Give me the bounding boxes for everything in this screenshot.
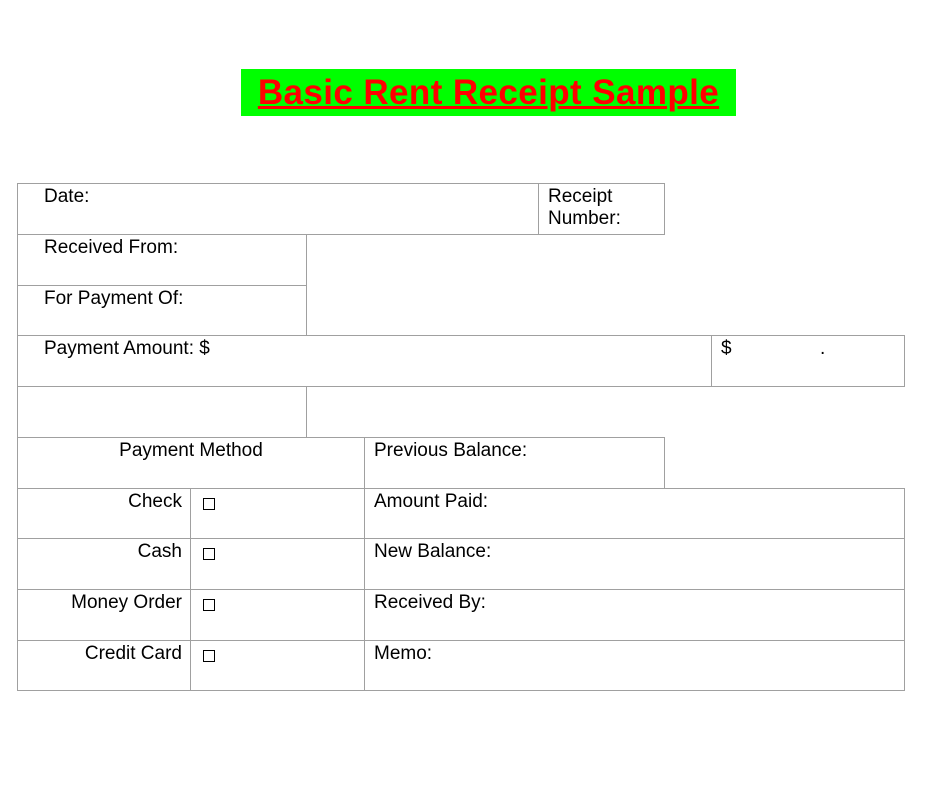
method-credit-card-label: Credit Card	[84, 643, 182, 664]
payment-amount-label: Payment Amount: $	[44, 338, 210, 359]
method-credit-card-label-cell	[17, 640, 191, 691]
method-money-order-label: Money Order	[71, 592, 182, 613]
money-order-checkbox[interactable]	[203, 599, 215, 611]
new-balance-cell	[364, 538, 905, 590]
received-by-cell	[364, 589, 905, 641]
new-balance-label: New Balance:	[374, 541, 492, 562]
received-from-label: Received From:	[44, 237, 179, 258]
amount-value-cell	[711, 335, 905, 387]
receipt-number-label-line2: Number:	[548, 208, 621, 229]
cash-checkbox[interactable]	[203, 548, 215, 560]
amount-paid-cell	[364, 488, 905, 539]
method-cash-box-cell	[190, 538, 365, 590]
memo-cell	[364, 640, 905, 691]
received-from-cell	[17, 234, 307, 286]
receipt-number-label-line1: Receipt	[548, 186, 613, 207]
payment-amount-cell	[17, 335, 712, 387]
receipt-number-cell	[538, 183, 665, 235]
memo-label: Memo:	[374, 643, 433, 664]
method-cash-label: Cash	[137, 541, 182, 562]
date-cell	[17, 183, 539, 235]
method-check-label-cell	[17, 488, 191, 539]
previous-balance-label: Previous Balance:	[374, 440, 528, 461]
for-payment-of-cell	[17, 285, 307, 336]
credit-card-checkbox[interactable]	[203, 650, 215, 662]
amount-paid-label: Amount Paid:	[374, 491, 489, 512]
date-label: Date:	[44, 186, 90, 207]
blank-cell	[17, 386, 307, 438]
method-money-order-box-cell	[190, 589, 365, 641]
previous-balance-cell	[364, 437, 665, 489]
received-by-label: Received By:	[374, 592, 486, 613]
amount-dollar-sign: $	[721, 338, 732, 359]
payment-method-header-cell	[17, 437, 365, 489]
method-check-box-cell	[190, 488, 365, 539]
for-payment-of-label: For Payment Of:	[44, 288, 184, 309]
check-checkbox[interactable]	[203, 498, 215, 510]
method-check-label: Check	[128, 491, 182, 512]
page-title: Basic Rent Receipt Sample	[257, 73, 720, 112]
title-banner	[241, 69, 736, 116]
amount-decimal-point: .	[820, 338, 826, 359]
method-credit-card-box-cell	[190, 640, 365, 691]
method-money-order-label-cell	[17, 589, 191, 641]
payment-method-header: Payment Method	[119, 440, 263, 461]
method-cash-label-cell	[17, 538, 191, 590]
